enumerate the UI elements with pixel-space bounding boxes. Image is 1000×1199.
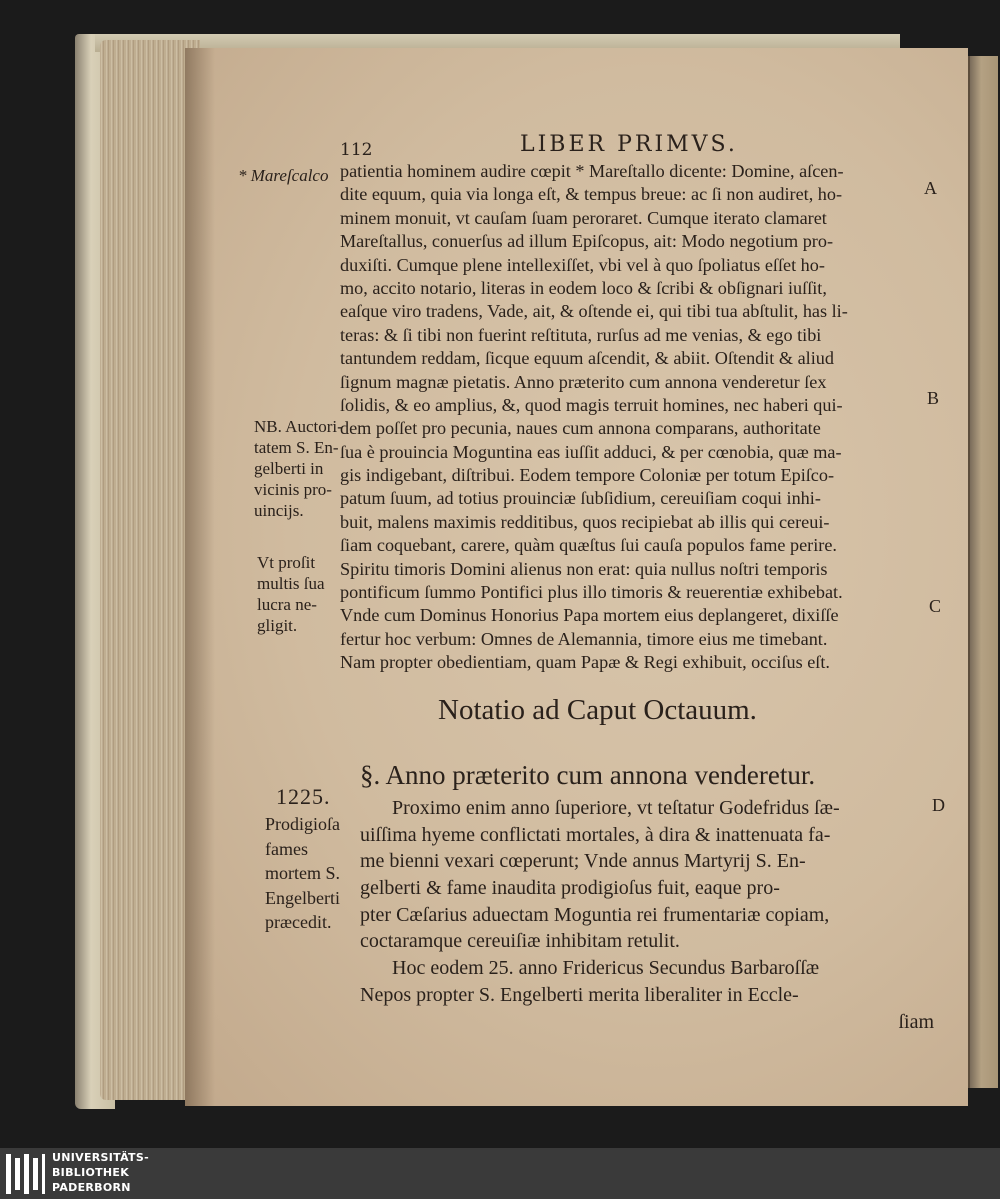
text-line: pter Cæſarius aduectam Moguntia rei frumentariæ copiam, xyxy=(360,903,830,926)
library-logo-icon xyxy=(6,1154,46,1194)
margin-note-line: uincijs. xyxy=(254,501,304,520)
margin-note-line: gelberti in xyxy=(254,459,324,478)
text-line: tantundem reddam, ſicque equum aſcendit, & abiit. Oſtendit & aliud xyxy=(340,348,834,369)
margin-note-line: tatem S. En- xyxy=(254,438,339,457)
text-line: gis indigebant, diſtribui. Eodem tempore Coloniæ per totum Epiſco- xyxy=(340,465,835,486)
text-line: patum ſuum, ad totius prouinciæ ſubſidium, cereuiſiam coqui inhi- xyxy=(340,488,821,509)
text-line: Vnde cum Dominus Honorius Papa mortem eius deplangeret, dixiſſe xyxy=(340,605,839,626)
margin-note-line: NB. Auctori- xyxy=(254,417,343,436)
text-line: dem poſſet pro pecunia, naues cum annona comparans, authoritate xyxy=(340,418,821,439)
margin-note-line: Prodigioſa xyxy=(265,814,340,834)
library-footer xyxy=(0,1148,1000,1199)
text-line: pontificum ſummo Pontifici plus illo timoris & reuerentiæ exhibebat. xyxy=(340,582,843,603)
text-line: patientia hominem audire cœpit * Mareſtallo dicente: Domine, aſcen- xyxy=(340,161,844,181)
text-line: dite equum, quia via longa eſt, & tempus breue: ac ſi non audiret, ho- xyxy=(340,184,843,205)
catchword: ſiam xyxy=(898,1010,934,1033)
logo-line: PADERBORN xyxy=(52,1181,131,1194)
text-line: me bienni vexari cœperunt; Vnde annus Martyrij S. En- xyxy=(360,850,806,873)
notatio-subheading: §. Anno præterito cum annona venderetur. xyxy=(360,760,816,790)
library-logo-text xyxy=(52,1150,149,1195)
margin-note-line: mortem S. xyxy=(265,863,340,884)
main-text-block xyxy=(340,160,930,675)
text-line: gelberti & fame inaudita prodigioſus fuit, eaque pro- xyxy=(360,877,780,900)
margin-note-line: lucra ne- xyxy=(257,595,317,614)
text-line: ſiam coquebant, carere, quàm quæſtus ſui cauſa populos fame perire. xyxy=(340,535,837,556)
margin-note-line: gligit. xyxy=(257,616,298,635)
margin-note-line: multis ſua xyxy=(257,574,325,593)
margin-note-line: Vt proſit xyxy=(257,553,316,572)
notatio-text-block xyxy=(360,795,940,1035)
margin-note-line: præcedit. xyxy=(265,912,332,933)
margin-note-line: Engelberti xyxy=(265,887,340,908)
text-line: Spiritu timoris Domini alienus non erat: quia nullus noſtri temporis xyxy=(340,558,828,579)
text-line: eaſque viro tradens, Vade, ait, & oſtende ei, qui tibi tua abſtulit, has li- xyxy=(340,301,848,322)
text-line: Nepos propter S. Engelberti merita liberaliter in Eccle- xyxy=(360,983,799,1006)
logo-line: UNIVERSITÄTS- xyxy=(52,1151,149,1164)
text-line: buit, malens maximis redditibus, quos recipiebat ab illis qui cereui- xyxy=(340,511,830,532)
section-letter-b: B xyxy=(927,388,940,408)
text-line: Proximo enim anno ſuperiore, vt teſtatur Godefridus ſæ- xyxy=(392,797,840,819)
text-line: ſolidis, & eo amplius, &, quod magis terruit homines, nec haberi qui- xyxy=(340,394,843,415)
page-gutter-shadow xyxy=(185,48,215,1106)
text-line: fertur hoc verbum: Omnes de Alemannia, timore eius me timebant. xyxy=(340,628,828,649)
text-line: duxiſti. Cumque plene intellexiſſet, vbi vel à quo ſpoliatus eſſet ho- xyxy=(340,254,825,275)
margin-year: 1225. xyxy=(276,784,331,809)
text-line: coctaramque cereuiſiæ inhibitam retulit. xyxy=(360,930,680,953)
text-line: teras: & ſi tibi non fuerint reſtituta, rurſus ad me venias, & ego tibi xyxy=(340,324,822,345)
section-letter-c: C xyxy=(929,596,942,616)
text-line: ſua è prouincia Moguntina eas iuſſit adduci, & per cœnobia, quæ ma- xyxy=(340,441,842,462)
text-line: uiſſima hyeme conflictati mortales, à dira & inattenuata fa- xyxy=(360,823,831,846)
facing-page-edge xyxy=(968,56,998,1088)
margin-note-line: vicinis pro- xyxy=(254,480,332,499)
text-line: minem monuit, vt cauſam ſuam peroraret. Cumque iterato clamaret xyxy=(340,207,827,228)
margin-note-nb xyxy=(254,416,343,521)
text-line: ſignum magnæ pietatis. Anno præterito cum annona venderetur ſex xyxy=(340,371,827,392)
notatio-heading: Notatio ad Caput Octauum. xyxy=(438,694,757,726)
margin-note-line: fames xyxy=(265,838,308,859)
text-line: Nam propter obedientiam, quam Papæ & Regi exhibuit, occiſus eſt. xyxy=(340,652,830,673)
running-head: LIBER PRIMVS. xyxy=(520,132,738,157)
logo-line: BIBLIOTHEK xyxy=(52,1166,130,1179)
margin-note-vt-prosit xyxy=(257,552,325,636)
text-line: Hoc eodem 25. anno Fridericus Secundus Barbaroſſæ xyxy=(392,957,820,980)
margin-note-mareschalco: * Mareſcalco xyxy=(238,166,329,185)
section-letter-d: D xyxy=(932,795,945,815)
page-number: 112 xyxy=(340,140,373,160)
text-line: Mareſtallus, conuerſus ad illum Epiſcopus, ait: Modo negotium pro- xyxy=(340,231,833,252)
margin-note-prodigiosa xyxy=(265,812,340,935)
section-letter-a: A xyxy=(924,178,937,198)
text-line: mo, accito notario, literas in eodem loco & ſcribi & obſignari iuſſit, xyxy=(340,277,827,298)
